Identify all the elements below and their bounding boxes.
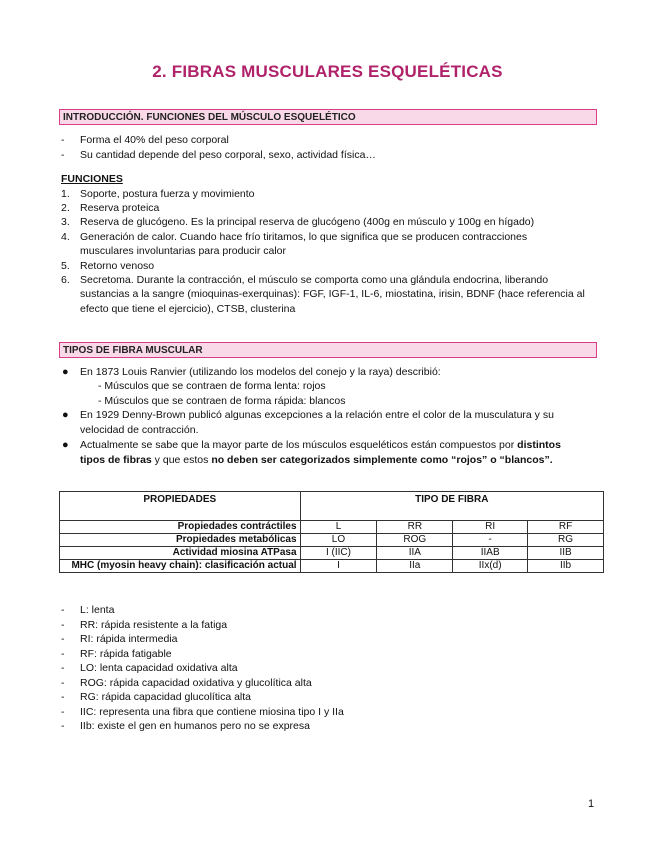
dash-marker: - [61, 677, 65, 689]
section-heading-tipos-fibra: TIPOS DE FIBRA MUSCULAR [59, 342, 597, 358]
list-item-text: LO: lenta capacidad oxidativa alta [80, 662, 238, 674]
row-label: Actividad miosina ATPasa [60, 547, 301, 560]
table-cell: IIB [528, 547, 604, 560]
table-cell: I [300, 560, 377, 573]
list-item-text: Su cantidad depende del peso corporal, sexo, actividad física… [80, 149, 376, 161]
text-run: Actualmente se sabe que la mayor parte de los músculos esqueléticos están compuestos por [80, 439, 518, 451]
list-item-text: Reserva de glucógeno. Es la principal reserva de glucógeno (400g en músculo y 100g en hígado) [80, 216, 535, 228]
list-item-text: Retorno venoso [80, 260, 155, 272]
list-item-text [80, 439, 561, 452]
list-item-text: Soporte, postura fuerza y movimiento [80, 188, 255, 200]
text-run: y que estos [151, 454, 212, 466]
list-item-text: efecto que tiene el ejercicio), CTSB, clusterina [80, 303, 296, 315]
list-item-text: IIb: existe el gen en humanos pero no se expresa [80, 720, 310, 732]
text-run: . [549, 454, 553, 466]
list-item-text: Generación de calor. Cuando hace frío tiritamos, lo que significa que se producen contracciones [80, 231, 528, 243]
item-number: 2. [61, 202, 70, 214]
table-cell: IIb [528, 560, 604, 573]
table-cell: RI [453, 521, 528, 534]
item-number: 3. [61, 216, 70, 228]
table-cell: RF [528, 521, 604, 534]
table-cell: LO [300, 534, 377, 547]
list-item-text: L: lenta [80, 604, 115, 616]
bullet-icon: ● [62, 409, 69, 421]
list-item-text [80, 454, 553, 467]
dash-marker: - [61, 604, 65, 616]
list-item-text: musculares involuntarias para producir calor [80, 245, 287, 257]
table-cell: RG [528, 534, 604, 547]
table-cell: IIAB [453, 547, 528, 560]
list-item-text: ROG: rápida capacidad oxidativa y glucolítica alta [80, 677, 312, 689]
sub-item: - Músculos que se contraen de forma lenta: rojos [98, 380, 326, 392]
list-item-text: Secretoma. Durante la contracción, el músculo se comporta como una glándula endocrina, liberando [80, 274, 549, 286]
list-item-text: velocidad de contracción. [80, 424, 199, 436]
dash-marker: - [61, 149, 65, 161]
row-label: Propiedades contráctiles [60, 521, 301, 534]
table-row [60, 547, 604, 560]
dash-marker: - [61, 720, 65, 732]
bullet-icon: ● [62, 439, 69, 451]
list-item-text: IIC: representa una fibra que contiene miosina tipo I y IIa [80, 706, 344, 718]
page-number: 1 [588, 798, 595, 810]
item-number: 1. [61, 188, 70, 200]
table-row [60, 534, 604, 547]
list-item-text: RF: rápida fatigable [80, 648, 172, 660]
page-title: 2. FIBRAS MUSCULARES ESQUELÉTICAS [152, 62, 503, 81]
dash-marker: - [61, 134, 65, 146]
row-label: Propiedades metabólicas [60, 534, 301, 547]
table-cell: L [300, 521, 377, 534]
list-item-text: En 1873 Louis Ranvier (utilizando los modelos del conejo y la raya) describió: [80, 366, 441, 378]
item-number: 4. [61, 231, 70, 243]
fiber-properties-table [59, 491, 604, 573]
emphasis-text: tipos de fibras [80, 454, 152, 466]
item-number: 6. [61, 274, 70, 286]
table-cell: RR [377, 521, 453, 534]
sub-item: - Músculos que se contraen de forma rápida: blancos [98, 395, 346, 407]
dash-marker: - [61, 706, 65, 718]
dash-marker: - [61, 648, 65, 660]
table-row [60, 521, 604, 534]
table-cell: I (IIC) [300, 547, 377, 560]
table-cell: IIA [377, 547, 453, 560]
list-item-text: Forma el 40% del peso corporal [80, 134, 229, 146]
emphasis-text: distintos [517, 439, 561, 451]
funciones-heading: FUNCIONES [61, 173, 123, 185]
table-cell: - [453, 534, 528, 547]
table-header-propiedades: PROPIEDADES [60, 492, 301, 521]
dash-marker: - [61, 633, 65, 645]
table-header-tipo-fibra: TIPO DE FIBRA [300, 492, 603, 521]
table-header-row [60, 492, 604, 521]
dash-marker: - [61, 619, 65, 631]
table-cell: IIx(d) [453, 560, 528, 573]
section-heading-introduccion: INTRODUCCIÓN. FUNCIONES DEL MÚSCULO ESQUELÉTICO [59, 109, 597, 125]
dash-marker: - [61, 691, 65, 703]
list-item-text: RR: rápida resistente a la fatiga [80, 619, 228, 631]
emphasis-text: no deben ser categorizados simplemente como “rojos” o “blancos” [211, 454, 550, 466]
list-item-text: En 1929 Denny-Brown publicó algunas excepciones a la relación entre el color de la musculatura y su [80, 409, 554, 421]
item-number: 5. [61, 260, 70, 272]
list-item-text: RG: rápida capacidad glucolítica alta [80, 691, 252, 703]
bullet-icon: ● [62, 366, 69, 378]
list-item-text: RI: rápida intermedia [80, 633, 178, 645]
dash-marker: - [61, 662, 65, 674]
list-item-text: Reserva proteica [80, 202, 160, 214]
table-cell: ROG [377, 534, 453, 547]
list-item-text: sustancias a la sangre (mioquinas-exerquinas): FGF, IGF-1, IL-6, miostatina, irisin, BDNF (hace referencia al [80, 288, 585, 300]
table-row [60, 560, 604, 573]
table-cell: IIa [377, 560, 453, 573]
row-label: MHC (myosin heavy chain): clasificación actual [60, 560, 301, 573]
